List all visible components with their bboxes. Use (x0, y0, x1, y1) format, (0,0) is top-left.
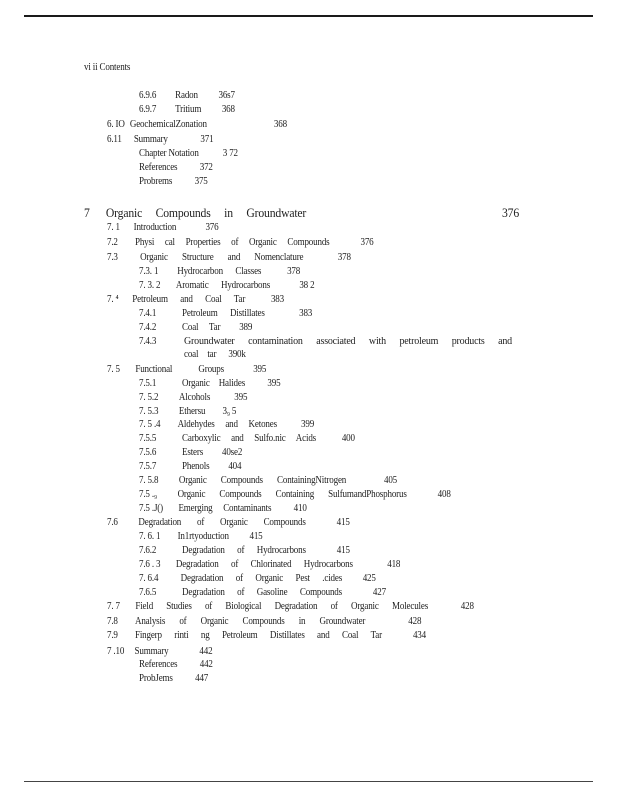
entry-page: 428 (408, 616, 422, 627)
toc-entry[interactable] (139, 659, 213, 671)
toc-entry[interactable] (139, 587, 386, 599)
entry-title: Summary (133, 134, 168, 145)
entry-page: 434 (412, 630, 426, 641)
entry-number: 7.2 (107, 237, 118, 248)
entry-page: 415 (249, 531, 263, 542)
entry-page: 400 (341, 433, 355, 444)
toc-entry[interactable] (139, 104, 235, 116)
entry-number: 7.5 .₉ (139, 489, 157, 500)
toc-entry[interactable] (139, 392, 247, 404)
entry-number: 6.11 (107, 134, 122, 145)
entry-page: 40se2 (221, 447, 243, 458)
entry-page: 415 (336, 517, 350, 528)
entry-number: 6.9.7 (139, 104, 157, 115)
entry-number: 6. IO (107, 119, 125, 130)
entry-number: 7.4.2 (139, 322, 157, 333)
toc-entry[interactable] (139, 280, 314, 292)
entry-number: 7.5.1 (139, 378, 157, 389)
entry-page: 425 (362, 573, 376, 584)
entry-page: 418 (387, 559, 401, 570)
entry-title: Aldehydes and Ketones (177, 419, 277, 430)
entry-number: 7. 5.2 (139, 392, 159, 403)
entry-title: GeochemicalZonation (129, 119, 207, 130)
toc-entry[interactable] (107, 630, 426, 642)
entry-page: 383 (299, 308, 313, 319)
entry-title: coal tar (184, 349, 217, 360)
entry-title: Alcohols (178, 392, 211, 403)
entry-title: Organic Halides (182, 378, 246, 389)
entry-title: In1rtyoduction (177, 531, 229, 542)
entry-title: References (139, 162, 178, 173)
toc-entry[interactable] (139, 419, 314, 431)
entry-page: 415 (336, 545, 350, 556)
toc-entry[interactable] (139, 176, 208, 188)
toc-entry[interactable] (139, 148, 238, 160)
entry-number: 6.9.6 (139, 90, 157, 101)
toc-entry[interactable] (139, 447, 242, 459)
entry-title: Organic Compounds Containing SulfumandPhosphorus (177, 489, 407, 500)
entry-page: 404 (228, 461, 242, 472)
entry-title: Chapter Notation (139, 148, 199, 159)
toc-entry[interactable] (107, 222, 218, 234)
entry-title: Organic Structure and Nomenclature (140, 252, 304, 263)
toc-entry[interactable] (107, 646, 212, 658)
toc-entry[interactable] (107, 119, 287, 131)
entry-page: 372 (199, 162, 213, 173)
chapter-number: 7 (84, 205, 90, 220)
entry-number: 7. 1 (107, 222, 120, 233)
toc-entry[interactable] (139, 489, 451, 501)
entry-title: Coal Tar (182, 322, 221, 333)
entry-number: 7.6 (107, 517, 118, 528)
toc-entry[interactable] (139, 378, 280, 390)
entry-title: Degradation of Chlorinated Hydrocarbons (175, 559, 353, 570)
entry-number: 7. 5 (107, 364, 120, 375)
toc-entry[interactable] (139, 433, 355, 445)
entry-number: 7.5.6 (139, 447, 157, 458)
entry-number: 7.4.1 (139, 308, 157, 319)
entry-page: 375 (194, 176, 208, 187)
entry-title: Degradation of Organic Compounds (138, 517, 306, 528)
entry-title: Probrems (139, 176, 173, 187)
entry-title: Functional Groups (135, 364, 224, 375)
toc-entry[interactable] (139, 461, 241, 473)
entry-title: Introduction (133, 222, 177, 233)
entry-page: 38 2 (299, 280, 315, 291)
toc-entry[interactable] (107, 294, 284, 306)
toc-entry[interactable] (139, 322, 252, 334)
entry-title: Degradation of Hydrocarbons (182, 545, 306, 556)
entry-title: Degradation of Organic Pest .cides (180, 573, 343, 584)
entry-title: Petroleum Distillates (182, 308, 265, 319)
entry-number: 7. 5 .4 (139, 419, 161, 430)
entry-page: 383 (270, 294, 284, 305)
toc-entry[interactable] (107, 616, 421, 628)
entry-title: Phenols (182, 461, 210, 472)
entry-page: 447 (195, 673, 209, 684)
entry-page: 405 (383, 475, 398, 486)
toc-entry[interactable] (107, 134, 213, 146)
toc-entry[interactable] (107, 252, 351, 264)
entry-page: 376 (205, 222, 219, 233)
entry-page: 395 (253, 364, 267, 375)
toc-entry[interactable] (139, 266, 300, 278)
entry-number: 7.6 . 3 (139, 559, 161, 570)
entry-number: 7. 7 (107, 601, 120, 612)
entry-number: 7. 6.4 (139, 573, 159, 584)
toc-entry[interactable] (139, 673, 208, 685)
entry-page: 368 (273, 119, 287, 130)
bottom-rule (24, 781, 593, 782)
entry-number: 7 .10 (107, 646, 125, 657)
entry-title: Radon (175, 90, 198, 101)
toc-entry[interactable] (139, 90, 235, 102)
entry-number: 7.5.7 (139, 461, 157, 472)
entry-page: 368 (221, 104, 235, 115)
toc-entry[interactable] (139, 531, 263, 543)
entry-page: 399 (301, 419, 315, 430)
entry-number: 7. 3. 2 (139, 280, 161, 291)
entry-page: 371 (200, 134, 214, 145)
entry-number: 7.8 (107, 616, 118, 627)
entry-number: 7. 5.8 (139, 475, 159, 486)
entry-title: Petroleum and Coal Tar (132, 294, 246, 305)
chapter-page: 376 (502, 205, 520, 220)
toc-entry-continuation[interactable] (184, 349, 246, 361)
entry-title: Field Studies of Biological Degradation of Organic Molecules (135, 601, 429, 612)
entry-page: 376 (360, 237, 374, 248)
entry-title: Summary (134, 646, 169, 657)
entry-page: 428 (460, 601, 474, 612)
entry-title: References (139, 659, 178, 670)
entry-number: 7. 5.3 (139, 406, 159, 417)
entry-page: 408 (437, 489, 451, 500)
chapter-title: Organic Compounds in Groundwater (105, 205, 307, 220)
entry-page: 395 (234, 392, 248, 403)
entry-title: Hydrocarbon Classes (177, 266, 262, 277)
toc-entry-number: 7.4.3 (139, 336, 157, 347)
entry-title: Physi cal Properties of Organic Compounds (134, 237, 330, 248)
entry-number: 7.6.5 (139, 587, 157, 598)
entry-page: 3 72 (222, 148, 238, 159)
entry-title: Fingerp rinti ng Petroleum Distillates and Coal Tar (134, 630, 382, 641)
toc-entry[interactable] (139, 406, 236, 418)
entry-title: ProbJems (139, 673, 173, 684)
toc-entry[interactable] (107, 601, 474, 613)
entry-page: 395 (267, 378, 281, 389)
toc-entry[interactable] (107, 517, 350, 529)
toc-entry[interactable] (139, 475, 397, 487)
toc-entry[interactable] (139, 545, 350, 557)
toc-entry[interactable] (107, 237, 374, 249)
entry-page: 378 (337, 252, 351, 263)
entry-title: Degradation of Gasoline Compounds (182, 587, 342, 598)
entry-number: 7.9 (107, 630, 118, 641)
entry-number: 7. ⁴ (107, 294, 119, 305)
toc-entry[interactable] (139, 559, 400, 571)
entry-title: Aromatic Hydrocarbons (175, 280, 271, 291)
entry-title: Ethersu (178, 406, 206, 417)
entry-page: 427 (372, 587, 386, 598)
entry-page: 389 (239, 322, 253, 333)
entry-number: 7.5.5 (139, 433, 157, 444)
entry-title: Organic Compounds ContainingNitrogen (178, 475, 347, 486)
toc-entry-title-line[interactable]: Groundwater contamination associated with petroleum products and (184, 336, 512, 347)
entry-title: Tritium (175, 104, 202, 115)
entry-number: 7. 6. 1 (139, 531, 161, 542)
entry-title: Esters (182, 447, 204, 458)
entry-title: Carboxylic and Sulfo.nic Acids (182, 433, 317, 444)
top-rule (24, 15, 593, 17)
entry-page: 442 (199, 646, 213, 657)
toc-entry[interactable] (139, 573, 376, 585)
entry-number: 7.5 .J() (139, 503, 163, 514)
toc-entry[interactable] (139, 308, 312, 320)
toc-entry[interactable] (107, 364, 266, 376)
entry-page: 410 (293, 503, 307, 514)
entry-title: Emerging Contaminants (178, 503, 272, 514)
toc-entry[interactable] (139, 162, 213, 174)
entry-page: 442 (199, 659, 213, 670)
entry-page: 390k (228, 349, 246, 360)
entry-page: 36s7 (218, 90, 235, 101)
running-header: vi ii Contents (84, 62, 131, 73)
entry-page: 378 (287, 266, 301, 277)
entry-page: 3₉ 5 (222, 406, 237, 417)
entry-number: 7.3 (107, 252, 118, 263)
toc-entry[interactable] (139, 503, 307, 515)
entry-title: Analysis of Organic Compounds in Groundwater (134, 616, 366, 627)
entry-number: 7.6.2 (139, 545, 157, 556)
entry-number: 7.3. 1 (139, 266, 159, 277)
chapter-heading[interactable] (84, 207, 306, 219)
